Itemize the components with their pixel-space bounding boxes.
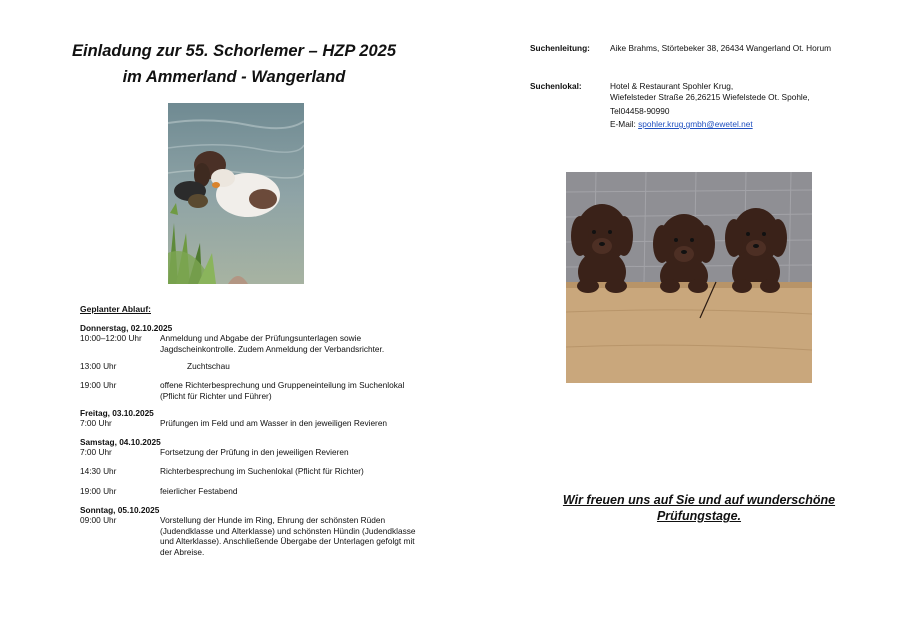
schedule-time: 7:00 Uhr [80,447,112,457]
schedule-row [80,418,425,429]
day-label-friday: Freitag, 03.10.2025 [80,408,154,418]
schedule-row [80,380,425,402]
schedule-time: 19:00 Uhr [80,380,117,390]
schedule-desc: Fortsetzung der Prüfung in den jeweiligen Revieren [160,447,349,457]
schedule-time: 14:30 Uhr [80,466,117,476]
schedule-desc: Anmeldung und Abgabe der Prüfungsunterlagen sowie Jagdscheinkontrolle. Zudem Anmeldung der Verbandsrichter. [160,333,385,354]
schedule-time: 19:00 Uhr [80,486,117,496]
title-line-2: im Ammerland - Wangerland [122,68,346,86]
day-label-saturday: Samstag, 04.10.2025 [80,437,161,447]
suchenlokal-tel: Tel04458-90990 [610,106,670,116]
schedule-time: 10:00–12:00 Uhr [80,333,142,343]
schedule-row [80,466,425,477]
schedule-desc: Prüfungen im Feld und am Wasser in den jeweiligen Revieren [160,418,388,428]
schedule-row [80,486,425,497]
schedule-desc: feierlicher Festabend [160,486,238,496]
schedule-heading: Geplanter Ablauf: [80,304,151,314]
suchenleitung-label: Suchenleitung: [530,43,590,53]
puppies-photo [566,172,812,383]
email-link[interactable]: spohler.krug.gmbh@ewetel.net [638,119,753,129]
suchenlokal-line2: Wiefelsteder Straße 26,26215 Wiefelstede Ot. Spohle, [610,92,810,102]
schedule-desc: offene Richterbesprechung und Gruppeneinteilung im Suchenlokal (Pflicht für Richter und Führer) [160,380,405,401]
schedule-time: 13:00 Uhr [80,361,117,371]
suchenlokal-line1: Hotel & Restaurant Spohler Krug, [610,81,734,91]
schedule-row [80,361,425,372]
day-label-thursday: Donnerstag, 02.10.2025 [80,323,173,333]
email-prefix: E-Mail: [610,119,639,129]
day-label-sunday: Sonntag, 05.10.2025 [80,505,160,515]
schedule-desc: Zuchtschau [187,361,230,371]
schedule-row [80,333,425,355]
schedule-time: 7:00 Uhr [80,418,112,428]
suchenleitung-value: Aike Brahms, Störtebeker 38, 26434 Wangerland Ot. Horum [610,43,832,53]
dog-in-water-photo [168,103,304,284]
schedule-desc: Vorstellung der Hunde im Ring, Ehrung der schönsten Rüden (Judendklasse und Alterklasse) und schönsten Hündin (Judendklasse und Alterklasse). Anschließende Übergabe der Unterlagen gefolgt mit der Abreise. [160,515,416,557]
suchenlokal-label: Suchenlokal: [530,81,582,91]
title-line-1: Einladung zur 55. Schorlemer – HZP 2025 [72,42,396,60]
schedule-desc: Richterbesprechung im Suchenlokal (Pflicht für Richter) [160,466,364,476]
suchenlokal-email-row [610,118,753,130]
schedule-row [80,447,425,458]
closing-line-1: Wir freuen uns auf Sie und auf wunderschöne [562,493,836,507]
schedule-row [80,515,425,559]
schedule-time: 09:00 Uhr [80,515,117,525]
closing-line-2: Prüfungstage. [656,509,742,523]
